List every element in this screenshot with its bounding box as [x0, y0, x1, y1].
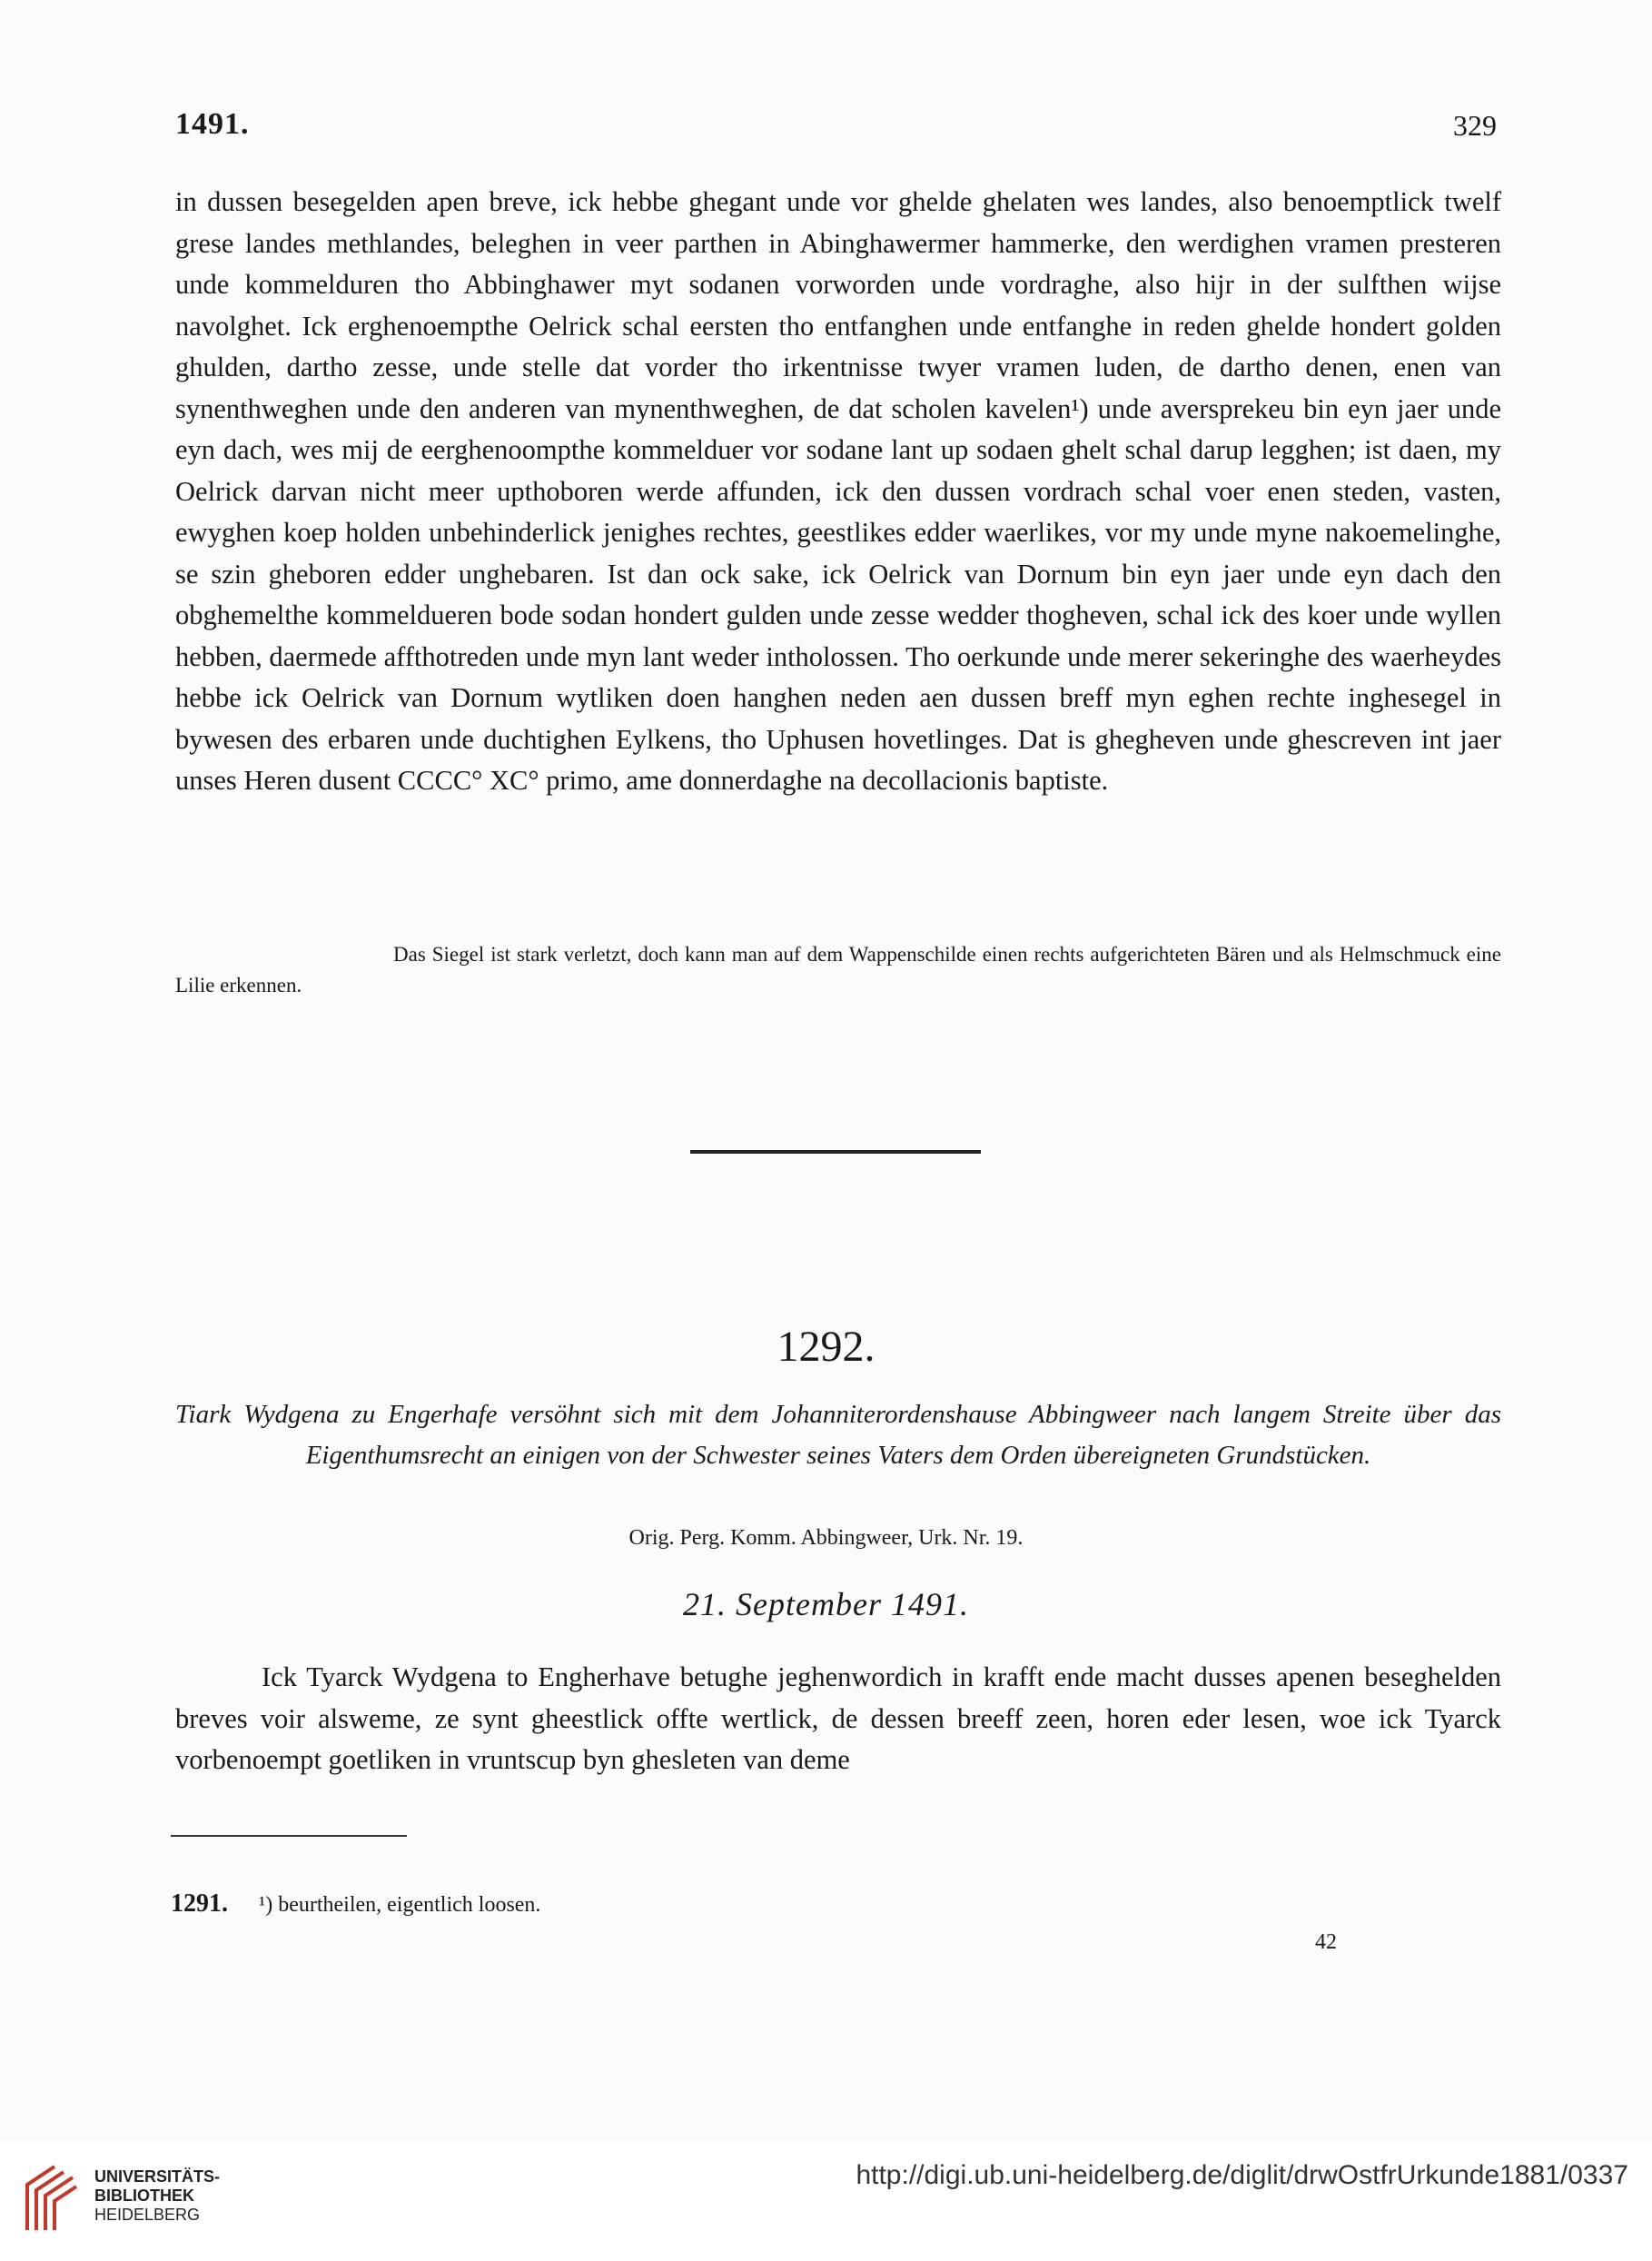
charter-text — [175, 1657, 1501, 1781]
document-date: 21. September 1491. — [683, 1586, 969, 1622]
page-number: 329 — [1453, 109, 1497, 142]
paragraph: Ick Tyarck Wydgena to Engherhave betughe jeghenwordich in krafft ende macht dusses apenen beseghelden breves voir alsweme, ze synt gheestlick offte wertlick, de dessen breeff zeen, horen eder lesen, woe ick Tyarck vorbenoempt goetliken in vruntscup byn ghesleten van deme — [175, 1661, 1501, 1775]
document-source: Orig. Perg. Komm. Abbingweer, Urk. Nr. 19. — [628, 1526, 1024, 1550]
continued-charter-text — [175, 182, 1501, 802]
document-number: 1292. — [777, 1323, 875, 1371]
footnote-text: ¹) beurtheilen, eigentlich loosen. — [259, 1893, 541, 1917]
document-summary: Tiark Wydgena zu Engerhafe versöhnt sich mit dem Johanniterordenshause Abbingweer nach langem Streite über das Eigenthumsrecht an einigen von der Schwester seines Vaters dem Orden übereigneten Grundstücken. — [175, 1400, 1501, 1470]
running-head-year: 1491. — [175, 107, 250, 141]
library-logo-icon — [18, 2157, 82, 2239]
section-divider — [690, 1150, 981, 1154]
paragraph: in dussen besegelden apen breve, ick hebbe ghegant unde vor ghelde ghelaten wes landes, also benoemptlick twelf grese landes methlandes, beleghen in veer parthen in Abinghawermer hammerke, den werdighen vramen presteren unde kommelduren tho Abbinghawer myt sodanen vorworden unde vordraghe, also hijr in der sulfthen wijse navolghet. Ick erghenoempthe Oelrick schal eersten tho entfanghen unde entfanghe in reden ghelde hondert golden ghulden, dartho zesse, unde stelle dat vorder tho irkentnisse twyer vramen luden, de dartho denen, enen van synenthweghen unde den anderen van mynenthweghen, de dat scholen kavelen¹) unde aversprekeu bin eyn jaer unde eyn dach, wes mij de eerghenoompthe kommelduer vor sodane lant up sodaen ghelt schal darup legghen; ist daen, my Oelrick darvan nicht meer upthoboren werde affunden, ick den dussen vordrach schal voer enen steden, vasten, ewyghen koep holden unbehinderlick jenighes rechtes, geestlikes edder waerlikes, vor my unde myne nakoemelinghe, se szin gheboren edder unghebaren. Ist dan ock sake, ick Oelrick van Dornum bin eyn jaer unde eyn dach den obghemelthe kommeldueren bode sodan hondert gulden unde zesse wedder thogheven, schal ick des koer unde wyllen hebben, daermede affthotreden unde myn lant weder intholossen. Tho oerkunde unde merer sekeringhe des waerheydes hebbe ick Oelrick van Dornum wytliken doen hanghen neden aen dussen breff myn eghen rechte inghesegel in bywesen des erbaren unde duchtighen Eylkens, tho Uphusen hovetlinges. Dat is ghegheven unde ghescreven int jaer unses Heren dusent CCCC° XC° primo, ame donnerdaghe na decollacionis baptiste. — [175, 186, 1501, 796]
footnote-year: 1291. — [171, 1889, 228, 1918]
source-url-link[interactable]: http://digi.ub.uni-heidelberg.de/diglit/drwOstfrUrkunde1881/0337 — [856, 2160, 1628, 2190]
seal-note: Das Siegel ist stark verletzt, doch kann man auf dem Wappenschilde einen rechts aufgerichteten Bären und als Helmschmuck eine Lilie erkennen. — [175, 943, 1501, 997]
signature-mark: 42 — [1315, 1930, 1337, 1954]
logo-line: BIBLIOTHEK — [94, 2187, 194, 2205]
logo-line: HEIDELBERG — [94, 2206, 201, 2224]
footnote — [171, 1889, 540, 1919]
footnote-rule — [171, 1835, 407, 1837]
library-logo-text — [94, 2167, 220, 2225]
logo-line: UNIVERSITÄTS- — [94, 2167, 221, 2186]
